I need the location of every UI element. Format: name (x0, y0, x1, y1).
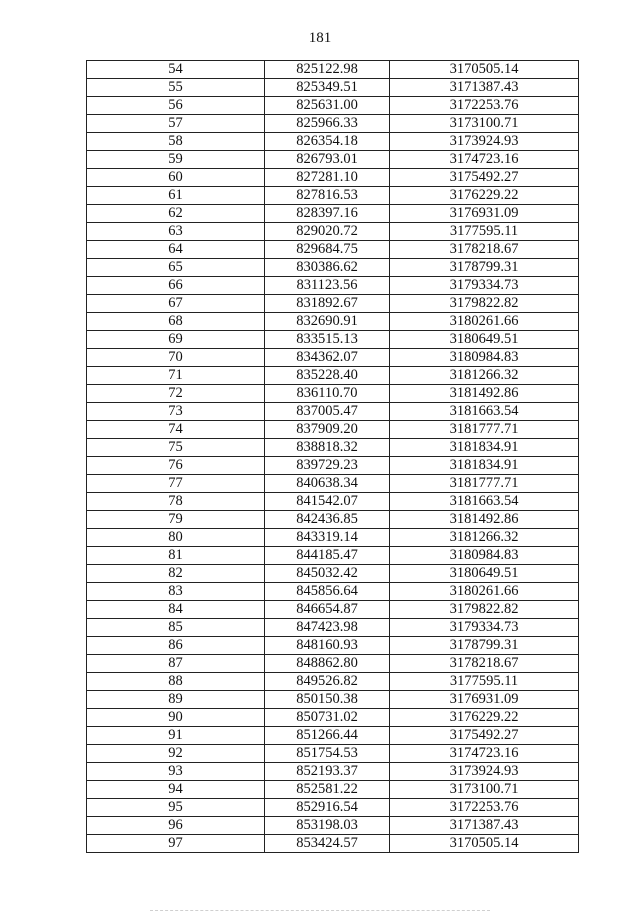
table-row (87, 673, 579, 691)
table-row (87, 205, 579, 223)
point-number-cell: 92 (87, 745, 265, 763)
point-number-cell: 89 (87, 691, 265, 709)
x-coordinate-cell: 827281.10 (265, 169, 390, 187)
point-number-cell: 58 (87, 133, 265, 151)
y-coordinate-cell: 3173924.93 (390, 133, 579, 151)
y-coordinate-cell: 3181492.86 (390, 385, 579, 403)
point-number-cell: 81 (87, 547, 265, 565)
point-number-cell: 59 (87, 151, 265, 169)
y-coordinate-cell: 3171387.43 (390, 817, 579, 835)
table-row (87, 421, 579, 439)
y-coordinate-cell: 3181777.71 (390, 421, 579, 439)
point-number-cell: 79 (87, 511, 265, 529)
y-coordinate-cell: 3181777.71 (390, 475, 579, 493)
y-coordinate-cell: 3174723.16 (390, 151, 579, 169)
x-coordinate-cell: 831892.67 (265, 295, 390, 313)
point-number-cell: 74 (87, 421, 265, 439)
x-coordinate-cell: 852193.37 (265, 763, 390, 781)
x-coordinate-cell: 840638.34 (265, 475, 390, 493)
table-row (87, 187, 579, 205)
page-number: 181 (308, 30, 332, 46)
table-row (87, 565, 579, 583)
y-coordinate-cell: 3179822.82 (390, 601, 579, 619)
point-number-cell: 78 (87, 493, 265, 511)
point-number-cell: 85 (87, 619, 265, 637)
table-row (87, 79, 579, 97)
table-row (87, 367, 579, 385)
y-coordinate-cell: 3181266.32 (390, 367, 579, 385)
x-coordinate-cell: 845856.64 (265, 583, 390, 601)
y-coordinate-cell: 3173100.71 (390, 115, 579, 133)
y-coordinate-cell: 3173100.71 (390, 781, 579, 799)
point-number-cell: 73 (87, 403, 265, 421)
point-number-cell: 71 (87, 367, 265, 385)
x-coordinate-cell: 851266.44 (265, 727, 390, 745)
y-coordinate-cell: 3177595.11 (390, 673, 579, 691)
x-coordinate-cell: 825122.98 (265, 61, 390, 79)
table-row (87, 331, 579, 349)
table-row (87, 439, 579, 457)
y-coordinate-cell: 3173924.93 (390, 763, 579, 781)
x-coordinate-cell: 846654.87 (265, 601, 390, 619)
table-row (87, 817, 579, 835)
point-number-cell: 66 (87, 277, 265, 295)
table-row (87, 583, 579, 601)
x-coordinate-cell: 830386.62 (265, 259, 390, 277)
x-coordinate-cell: 848862.80 (265, 655, 390, 673)
table-row (87, 655, 579, 673)
table-row (87, 295, 579, 313)
table-row (87, 745, 579, 763)
point-number-cell: 82 (87, 565, 265, 583)
table-row (87, 763, 579, 781)
point-number-cell: 72 (87, 385, 265, 403)
y-coordinate-cell: 3179334.73 (390, 277, 579, 295)
table-row (87, 133, 579, 151)
y-coordinate-cell: 3174723.16 (390, 745, 579, 763)
table-row (87, 259, 579, 277)
point-number-cell: 70 (87, 349, 265, 367)
point-number-cell: 65 (87, 259, 265, 277)
point-number-cell: 84 (87, 601, 265, 619)
point-number-cell: 69 (87, 331, 265, 349)
point-number-cell: 96 (87, 817, 265, 835)
table-row (87, 781, 579, 799)
y-coordinate-cell: 3178799.31 (390, 637, 579, 655)
x-coordinate-cell: 825966.33 (265, 115, 390, 133)
point-number-cell: 60 (87, 169, 265, 187)
point-number-cell: 64 (87, 241, 265, 259)
table-row (87, 241, 579, 259)
point-number-cell: 76 (87, 457, 265, 475)
x-coordinate-cell: 851754.53 (265, 745, 390, 763)
x-coordinate-cell: 842436.85 (265, 511, 390, 529)
table-row (87, 403, 579, 421)
x-coordinate-cell: 829684.75 (265, 241, 390, 259)
x-coordinate-cell: 850150.38 (265, 691, 390, 709)
table-row (87, 601, 579, 619)
x-coordinate-cell: 831123.56 (265, 277, 390, 295)
table-row (87, 529, 579, 547)
point-number-cell: 55 (87, 79, 265, 97)
x-coordinate-cell: 828397.16 (265, 205, 390, 223)
table-row (87, 493, 579, 511)
y-coordinate-cell: 3176229.22 (390, 709, 579, 727)
table-row (87, 637, 579, 655)
y-coordinate-cell: 3172253.76 (390, 799, 579, 817)
x-coordinate-cell: 841542.07 (265, 493, 390, 511)
x-coordinate-cell: 826354.18 (265, 133, 390, 151)
table-row (87, 385, 579, 403)
point-number-cell: 62 (87, 205, 265, 223)
table-row (87, 835, 579, 853)
y-coordinate-cell: 3178218.67 (390, 655, 579, 673)
table-row (87, 619, 579, 637)
y-coordinate-cell: 3181266.32 (390, 529, 579, 547)
y-coordinate-cell: 3176931.09 (390, 691, 579, 709)
table-row (87, 313, 579, 331)
x-coordinate-cell: 837005.47 (265, 403, 390, 421)
x-coordinate-cell: 825631.00 (265, 97, 390, 115)
coordinates-table (86, 60, 579, 853)
y-coordinate-cell: 3170505.14 (390, 61, 579, 79)
point-number-cell: 63 (87, 223, 265, 241)
table-row (87, 349, 579, 367)
x-coordinate-cell: 839729.23 (265, 457, 390, 475)
point-number-cell: 54 (87, 61, 265, 79)
point-number-cell: 97 (87, 835, 265, 853)
y-coordinate-cell: 3180261.66 (390, 583, 579, 601)
point-number-cell: 86 (87, 637, 265, 655)
y-coordinate-cell: 3170505.14 (390, 835, 579, 853)
y-coordinate-cell: 3176931.09 (390, 205, 579, 223)
point-number-cell: 90 (87, 709, 265, 727)
coordinates-table-body (87, 61, 579, 853)
x-coordinate-cell: 853198.03 (265, 817, 390, 835)
y-coordinate-cell: 3178218.67 (390, 241, 579, 259)
x-coordinate-cell: 829020.72 (265, 223, 390, 241)
table-row (87, 547, 579, 565)
point-number-cell: 67 (87, 295, 265, 313)
y-coordinate-cell: 3181834.91 (390, 439, 579, 457)
point-number-cell: 95 (87, 799, 265, 817)
point-number-cell: 87 (87, 655, 265, 673)
y-coordinate-cell: 3180984.83 (390, 547, 579, 565)
table-row (87, 727, 579, 745)
x-coordinate-cell: 852916.54 (265, 799, 390, 817)
page-fold-line (150, 910, 490, 911)
table-row (87, 115, 579, 133)
x-coordinate-cell: 838818.32 (265, 439, 390, 457)
point-number-cell: 88 (87, 673, 265, 691)
x-coordinate-cell: 844185.47 (265, 547, 390, 565)
y-coordinate-cell: 3175492.27 (390, 727, 579, 745)
y-coordinate-cell: 3180261.66 (390, 313, 579, 331)
y-coordinate-cell: 3180649.51 (390, 565, 579, 583)
x-coordinate-cell: 834362.07 (265, 349, 390, 367)
table-row (87, 709, 579, 727)
y-coordinate-cell: 3181663.54 (390, 403, 579, 421)
y-coordinate-cell: 3171387.43 (390, 79, 579, 97)
table-row (87, 691, 579, 709)
point-number-cell: 91 (87, 727, 265, 745)
x-coordinate-cell: 847423.98 (265, 619, 390, 637)
y-coordinate-cell: 3178799.31 (390, 259, 579, 277)
x-coordinate-cell: 837909.20 (265, 421, 390, 439)
x-coordinate-cell: 836110.70 (265, 385, 390, 403)
y-coordinate-cell: 3172253.76 (390, 97, 579, 115)
x-coordinate-cell: 849526.82 (265, 673, 390, 691)
table-row (87, 97, 579, 115)
point-number-cell: 80 (87, 529, 265, 547)
y-coordinate-cell: 3180984.83 (390, 349, 579, 367)
x-coordinate-cell: 826793.01 (265, 151, 390, 169)
y-coordinate-cell: 3179822.82 (390, 295, 579, 313)
point-number-cell: 83 (87, 583, 265, 601)
y-coordinate-cell: 3181663.54 (390, 493, 579, 511)
table-row (87, 475, 579, 493)
x-coordinate-cell: 833515.13 (265, 331, 390, 349)
x-coordinate-cell: 825349.51 (265, 79, 390, 97)
table-row (87, 151, 579, 169)
point-number-cell: 56 (87, 97, 265, 115)
x-coordinate-cell: 848160.93 (265, 637, 390, 655)
table-row (87, 169, 579, 187)
point-number-cell: 94 (87, 781, 265, 799)
x-coordinate-cell: 835228.40 (265, 367, 390, 385)
y-coordinate-cell: 3181834.91 (390, 457, 579, 475)
y-coordinate-cell: 3175492.27 (390, 169, 579, 187)
x-coordinate-cell: 852581.22 (265, 781, 390, 799)
x-coordinate-cell: 853424.57 (265, 835, 390, 853)
point-number-cell: 75 (87, 439, 265, 457)
table-row (87, 61, 579, 79)
y-coordinate-cell: 3179334.73 (390, 619, 579, 637)
x-coordinate-cell: 827816.53 (265, 187, 390, 205)
x-coordinate-cell: 845032.42 (265, 565, 390, 583)
point-number-cell: 61 (87, 187, 265, 205)
x-coordinate-cell: 843319.14 (265, 529, 390, 547)
x-coordinate-cell: 832690.91 (265, 313, 390, 331)
point-number-cell: 77 (87, 475, 265, 493)
point-number-cell: 93 (87, 763, 265, 781)
table-row (87, 223, 579, 241)
y-coordinate-cell: 3177595.11 (390, 223, 579, 241)
x-coordinate-cell: 850731.02 (265, 709, 390, 727)
table-row (87, 277, 579, 295)
y-coordinate-cell: 3181492.86 (390, 511, 579, 529)
y-coordinate-cell: 3180649.51 (390, 331, 579, 349)
point-number-cell: 68 (87, 313, 265, 331)
y-coordinate-cell: 3176229.22 (390, 187, 579, 205)
table-row (87, 457, 579, 475)
point-number-cell: 57 (87, 115, 265, 133)
table-row (87, 511, 579, 529)
table-row (87, 799, 579, 817)
